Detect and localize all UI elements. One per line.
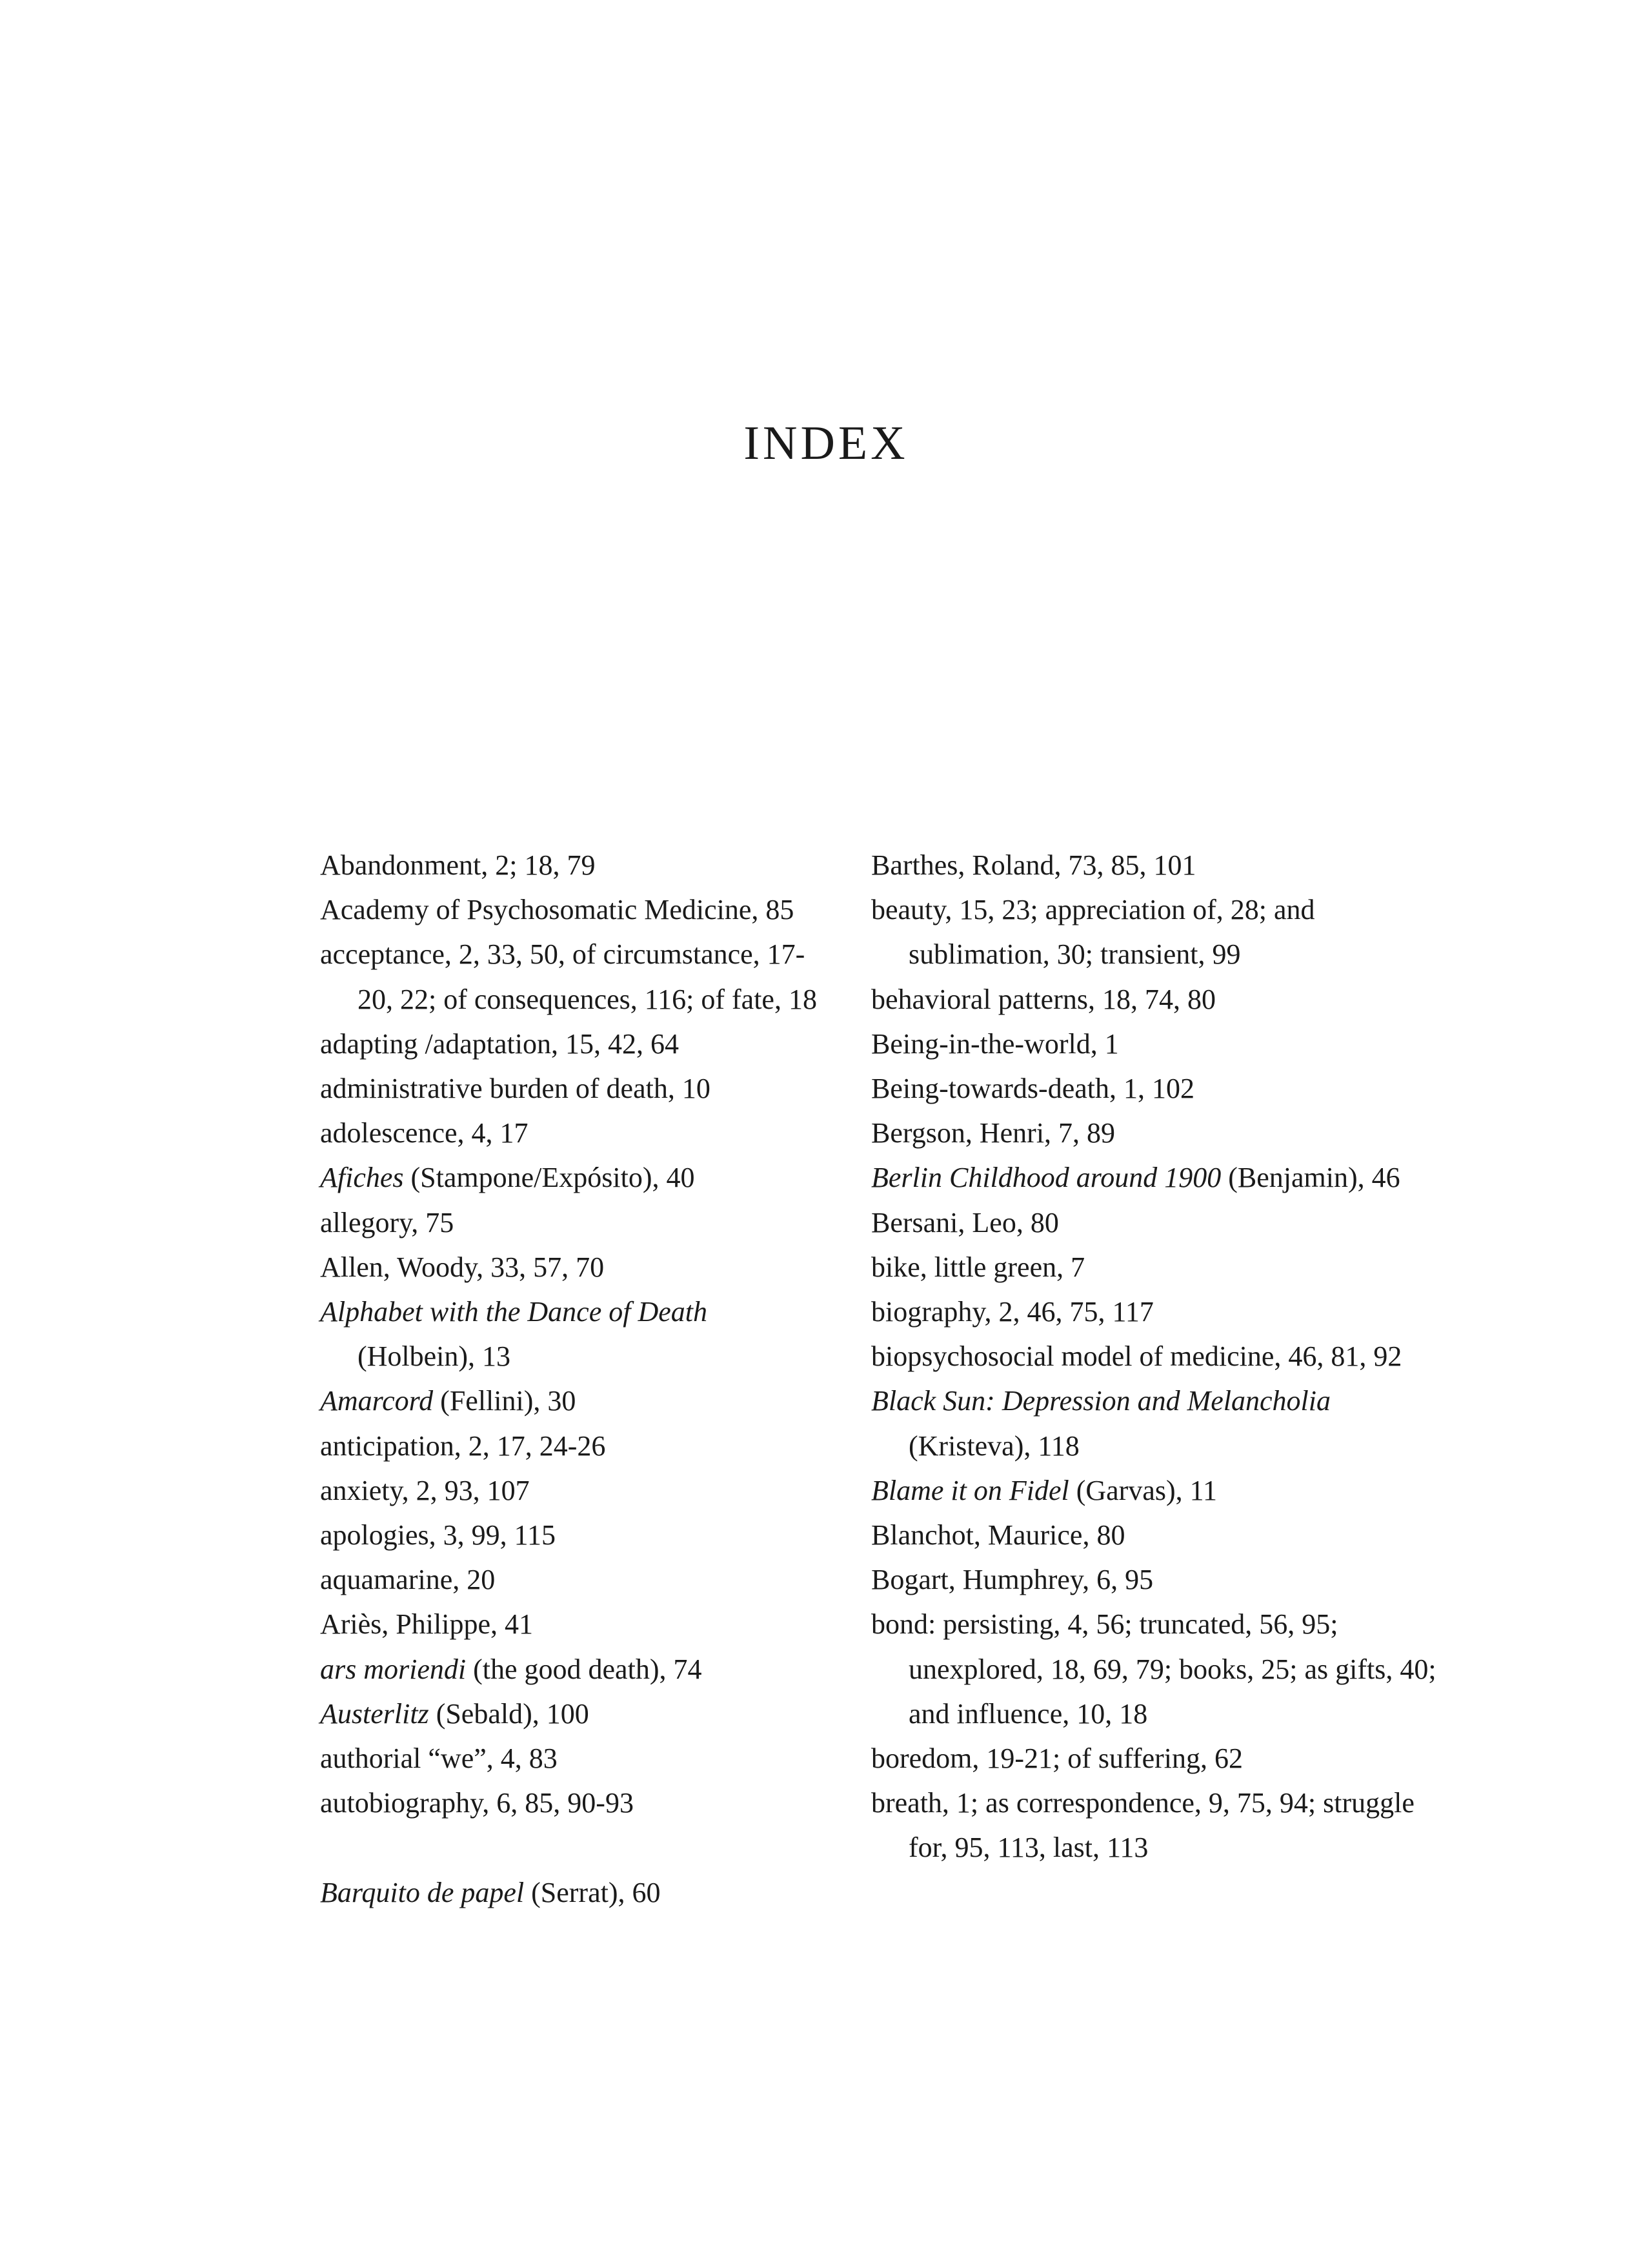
index-entry-text: biography, 2, 46, 75, 117: [871, 1296, 1154, 1328]
index-entry: [871, 1602, 1452, 1736]
index-entry-text: Abandonment, 2; 18, 79: [320, 849, 596, 881]
index-entry-title: ars moriendi: [320, 1653, 467, 1685]
index-column-left: [320, 843, 823, 1915]
index-entry-text: Academy of Psychosomatic Medicine, 85: [320, 894, 794, 926]
index-entry-title: Amarcord: [320, 1385, 434, 1417]
index-entry-text: (Sebald), 100: [428, 1697, 589, 1730]
index-entry-title: Black Sun: Depression and Melancholia: [871, 1385, 1331, 1417]
index-entry-text: (Fellini), 30: [433, 1385, 576, 1417]
index-entry-text: authorial “we”, 4, 83: [320, 1743, 558, 1775]
index-entry-text: allegory, 75: [320, 1206, 454, 1238]
index-entry: [871, 1289, 1452, 1334]
index-entry: [871, 1200, 1452, 1245]
index-entry: [320, 1736, 823, 1781]
index-entry-text: beauty, 15, 23; appreciation of, 28; and sublimation, 30; transient, 99: [871, 894, 1315, 971]
index-entry: [320, 1781, 823, 1825]
index-entry: [871, 1736, 1452, 1781]
index-entry-text: acceptance, 2, 33, 50, of circumstance, 17-20, 22; of consequences, 116; of fate, 18: [320, 938, 817, 1015]
index-entry-text: Ariès, Philippe, 41: [320, 1608, 533, 1641]
index-entry: [871, 1468, 1452, 1513]
index-entry: [320, 1557, 823, 1602]
index-entry-title: Alphabet with the Dance of Death: [320, 1296, 707, 1328]
index-entry: [320, 1468, 823, 1513]
index-entry-text: (Benjamin), 46: [1221, 1162, 1400, 1194]
index-entry-text: (Stampone/Expósito), 40: [403, 1162, 695, 1194]
index-entry-text: (the good death), 74: [466, 1653, 702, 1685]
index-entry-text: Blanchot, Maurice, 80: [871, 1519, 1125, 1551]
index-entry: [871, 887, 1452, 976]
index-entry: [871, 977, 1452, 1022]
index-entry: [871, 1513, 1452, 1557]
index-entry-text: Bersani, Leo, 80: [871, 1206, 1059, 1238]
index-entry: [871, 1111, 1452, 1155]
index-entry: [320, 1245, 823, 1289]
index-entry-text: (Garvas), 11: [1069, 1474, 1217, 1506]
index-entry-text: Being-in-the-world, 1: [871, 1027, 1119, 1060]
index-entry-text: (Holbein), 13: [358, 1340, 511, 1373]
index-entry: [320, 1602, 823, 1646]
index-entry-text: adapting /adaptation, 15, 42, 64: [320, 1027, 679, 1060]
index-entry-text: aquamarine, 20: [320, 1564, 496, 1596]
index-entry: [871, 1334, 1452, 1379]
index-entry: [871, 1557, 1452, 1602]
index-entry-text: Allen, Woody, 33, 57, 70: [320, 1251, 605, 1283]
index-entry: [871, 1066, 1452, 1111]
index-entry-text: biopsychosocial model of medicine, 46, 81, 92: [871, 1340, 1402, 1373]
index-entry-text: anticipation, 2, 17, 24-26: [320, 1430, 606, 1462]
index-entry: [320, 1647, 823, 1692]
index-entry: [871, 1245, 1452, 1289]
index-entry: [320, 1289, 823, 1379]
index-entry: [320, 1870, 823, 1915]
index-entry: [320, 1111, 823, 1155]
index-entry-title: Blame it on Fidel: [871, 1474, 1069, 1506]
index-entry-text: boredom, 19-21; of suffering, 62: [871, 1743, 1243, 1775]
index-entry-text: bike, little green, 7: [871, 1251, 1085, 1283]
index-entry: [871, 1022, 1452, 1066]
index-entry-text: autobiography, 6, 85, 90-93: [320, 1787, 634, 1819]
index-entry: [320, 1155, 823, 1200]
index-entry-text: Bogart, Humphrey, 6, 95: [871, 1564, 1154, 1596]
index-entry: [871, 1155, 1452, 1200]
index-entry-title: Barquito de papel: [320, 1876, 525, 1908]
index-entry-title: Austerlitz: [320, 1697, 429, 1730]
index-entry: [871, 843, 1452, 887]
index-entry-text: behavioral patterns, 18, 74, 80: [871, 983, 1216, 1015]
index-column-right: [871, 843, 1452, 1870]
index-entry: [320, 1022, 823, 1066]
index-entry-text: breath, 1; as correspondence, 9, 75, 94; struggle for, 95, 113, last, 113: [871, 1787, 1415, 1864]
index-entry-text: Being-towards-death, 1, 102: [871, 1073, 1194, 1105]
index-entry-text: adolescence, 4, 17: [320, 1117, 529, 1149]
index-entry: [320, 1692, 823, 1736]
index-entry: [320, 1200, 823, 1245]
index-entry-text: bond: persisting, 4, 56; truncated, 56, 95; unexplored, 18, 69, 79; books, 25; as gifts, 40; and influence, 10, 18: [871, 1608, 1436, 1730]
index-entry: [320, 843, 823, 887]
page-title: INDEX: [743, 417, 909, 470]
index-entry: [320, 1066, 823, 1111]
index-entry-text: Barthes, Roland, 73, 85, 101: [871, 849, 1196, 881]
index-entry: [320, 932, 823, 1021]
index-entry: [320, 887, 823, 932]
index-entry: [871, 1379, 1452, 1468]
index-entry-text: (Kristeva), 118: [909, 1430, 1080, 1462]
index-entry-text: administrative burden of death, 10: [320, 1073, 710, 1105]
index-entry-title: Afiches: [320, 1162, 404, 1194]
index-entry: [320, 1379, 823, 1423]
index-entry: [320, 1513, 823, 1557]
index-entry-title: Berlin Childhood around 1900: [871, 1162, 1222, 1194]
index-entry-text: anxiety, 2, 93, 107: [320, 1474, 530, 1506]
index-entry: [871, 1781, 1452, 1870]
index-entry: [320, 1424, 823, 1468]
index-entry-text: (Serrat), 60: [524, 1876, 661, 1908]
index-entry-text: Bergson, Henri, 7, 89: [871, 1117, 1116, 1149]
index-entry-text: apologies, 3, 99, 115: [320, 1519, 556, 1551]
